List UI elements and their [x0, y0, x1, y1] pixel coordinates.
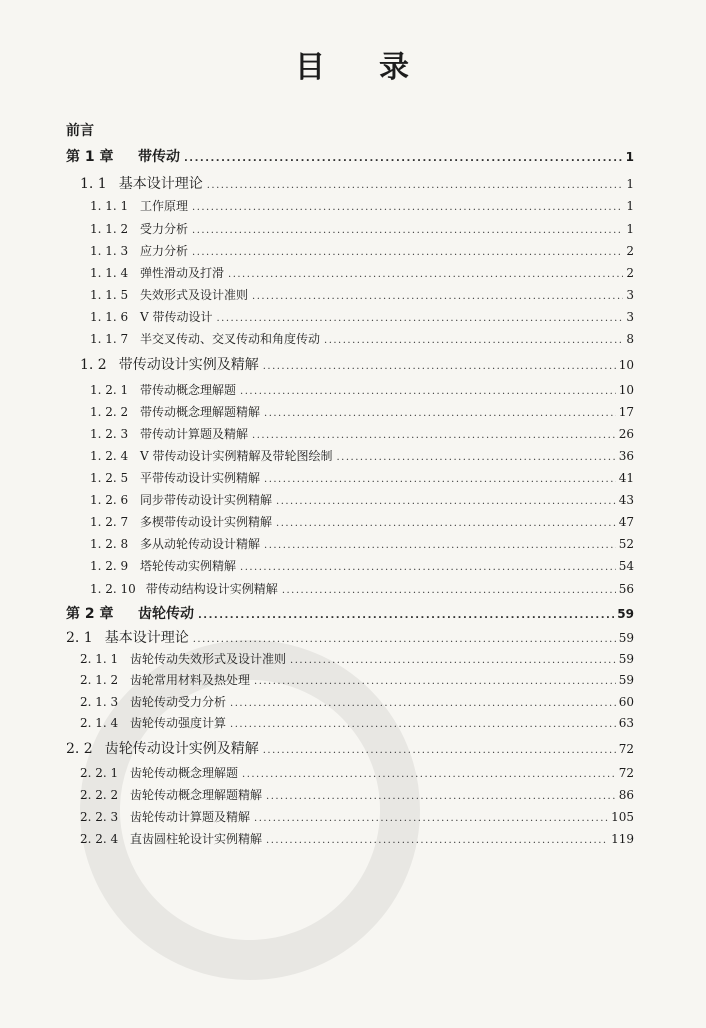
toc-entry-page: 10: [618, 383, 634, 397]
dot-leader: [264, 540, 616, 551]
toc-entry-number: 1. 2. 6: [90, 493, 129, 507]
toc-entry-page: 10: [618, 358, 634, 372]
toc-entry-page: 3: [626, 288, 634, 302]
toc-entry-title: V 带传动设计实例精解及带轮图绘制: [140, 449, 333, 463]
toc-entry[interactable]: [90, 491, 634, 508]
dot-leader: [184, 153, 623, 164]
dot-leader: [228, 269, 623, 280]
toc-entry-title: 直齿圆柱轮设计实例精解: [130, 832, 263, 846]
toc-entry-title: 多从动轮传动设计精解: [140, 537, 261, 551]
toc-entry[interactable]: [90, 381, 634, 398]
toc-entry-number: 2. 2. 1: [80, 766, 119, 780]
dot-leader: [266, 835, 608, 846]
toc-entry-title: 带传动: [138, 149, 180, 165]
toc-entry-page: 1: [625, 150, 634, 164]
toc-entry[interactable]: [90, 330, 634, 347]
toc-entry-number: 1. 2. 7: [90, 515, 129, 529]
toc-entry-title: 同步带传动设计实例精解: [140, 493, 273, 507]
toc-entry-page: 1: [626, 177, 634, 191]
dot-leader: [290, 655, 616, 666]
toc-entry-number: 2. 1. 2: [80, 673, 119, 687]
dot-leader: [324, 335, 623, 346]
toc-entry[interactable]: [90, 220, 634, 237]
toc-entry-title: 带传动概念理解题精解: [140, 405, 261, 419]
toc-entry-title: 带传动设计实例及精解: [118, 357, 259, 373]
toc-entry-page: 54: [618, 559, 634, 573]
dot-leader: [254, 676, 616, 687]
toc-entry-number: 1. 1. 2: [90, 222, 129, 236]
toc-entry-number: 1. 1. 4: [90, 266, 129, 280]
dot-leader: [242, 769, 616, 780]
toc-entry-number: 2. 2. 3: [80, 810, 119, 824]
toc-entry-title: 基本设计理论: [104, 630, 189, 646]
dot-leader: [240, 562, 616, 573]
toc-entry-title: 平带传动设计实例精解: [140, 471, 261, 485]
toc-entry-title: 半交叉传动、交叉传动和角度传动: [140, 332, 321, 346]
toc-entry-title: 齿轮传动概念理解题精解: [130, 788, 263, 802]
toc-entry[interactable]: [80, 714, 634, 731]
toc-entry-number: 2. 1: [66, 630, 93, 646]
toc-entry[interactable]: [90, 403, 634, 420]
toc-entry-number: 1. 2. 3: [90, 427, 129, 441]
dot-leader: [263, 361, 616, 372]
title-char-2: 录: [379, 50, 411, 85]
toc-entry-page: 47: [618, 515, 634, 529]
toc-entry-page: 72: [618, 766, 634, 780]
toc-entry-number: 1. 1. 3: [90, 244, 129, 258]
toc-entry-page: 59: [618, 652, 634, 666]
toc-entry[interactable]: [90, 580, 634, 597]
title-char-1: 目: [295, 50, 327, 85]
toc-entry-number: 1. 1. 5: [90, 288, 129, 302]
toc-entry-number: 2. 1. 1: [80, 652, 119, 666]
dot-leader: [193, 634, 616, 645]
toc-entry-title: 齿轮传动失效形式及设计准则: [130, 652, 287, 666]
toc-entry[interactable]: [90, 197, 634, 214]
toc-entry[interactable]: [80, 808, 634, 825]
dot-leader: [264, 408, 616, 419]
dot-leader: [198, 610, 614, 621]
toc-entry-page: 63: [618, 716, 634, 730]
dot-leader: [252, 430, 616, 441]
preface-label: 前言: [66, 123, 94, 139]
dot-leader: [254, 813, 608, 824]
toc-entry-title: 应力分析: [140, 244, 189, 258]
dot-leader: [252, 291, 623, 302]
toc-entry-number: 1. 2. 8: [90, 537, 129, 551]
toc-entry-page: 119: [611, 832, 634, 846]
toc-entry-number: 1. 2. 5: [90, 471, 129, 485]
toc-entry-title: 工作原理: [140, 199, 189, 213]
toc-entry-page: 1: [626, 222, 634, 236]
toc-entry[interactable]: [66, 146, 634, 166]
dot-leader: [207, 180, 624, 191]
toc-entry-title: 齿轮传动强度计算: [130, 716, 227, 730]
toc-entry-title: 带传动概念理解题: [140, 383, 237, 397]
dot-leader: [192, 202, 623, 213]
toc-entry-page: 43: [618, 493, 634, 507]
toc-entry-page: 8: [626, 332, 634, 346]
toc-entry-title: 齿轮传动受力分析: [130, 695, 227, 709]
toc-entry-number: 2. 1. 4: [80, 716, 119, 730]
toc-entry-title: 受力分析: [140, 222, 189, 236]
toc-entry-page: 1: [626, 199, 634, 213]
toc-entry[interactable]: [90, 242, 634, 259]
toc-entry[interactable]: [66, 627, 634, 647]
dot-leader: [336, 452, 615, 463]
toc-entry[interactable]: [80, 173, 634, 193]
toc-entry-page: 17: [618, 405, 634, 419]
toc-entry-title: 弹性滑动及打滑: [140, 266, 225, 280]
toc-entry-number: 第 2 章: [66, 606, 114, 622]
toc-entry-page: 59: [617, 607, 634, 621]
toc-entry-page: 56: [618, 582, 634, 596]
toc-entry-number: 2. 1. 3: [80, 695, 119, 709]
toc-entry[interactable]: [90, 308, 634, 325]
toc-entry[interactable]: [80, 671, 634, 688]
toc-entry-page: 59: [618, 631, 634, 645]
toc-entry-number: 1. 2. 9: [90, 559, 129, 573]
dot-leader: [192, 247, 623, 258]
toc-entry-title: 齿轮传动概念理解题: [130, 766, 239, 780]
toc-entry[interactable]: [80, 786, 634, 803]
toc-entry-page: 2: [626, 244, 634, 258]
toc-entry[interactable]: [90, 469, 634, 486]
toc-entry-page: 2: [626, 266, 634, 280]
toc-entry-title: 带传动结构设计实例精解: [145, 582, 278, 596]
toc-entry-page: 59: [618, 673, 634, 687]
toc-entry-title: 齿轮传动: [138, 606, 194, 622]
dot-leader: [276, 496, 616, 507]
toc-entry-title: 塔轮传动实例精解: [140, 559, 237, 573]
toc-entry-title: 齿轮传动计算题及精解: [130, 810, 251, 824]
toc-entry[interactable]: [90, 286, 634, 303]
toc-entry-page: 72: [618, 742, 634, 756]
toc-entry-number: 2. 2. 2: [80, 788, 119, 802]
toc-entry-title: 基本设计理论: [118, 176, 203, 192]
toc-entry-number: 1. 1. 1: [90, 199, 129, 213]
toc-entry-number: 1. 1. 6: [90, 310, 129, 324]
dot-leader: [263, 745, 616, 756]
toc-entry-page: 26: [618, 427, 634, 441]
toc-entry-number: 2. 2. 4: [80, 832, 119, 846]
toc-entry-number: 1. 1: [80, 176, 107, 192]
dot-leader: [230, 719, 616, 730]
toc-entry-number: 2. 2: [66, 741, 93, 757]
dot-leader: [216, 313, 623, 324]
dot-leader: [276, 518, 616, 529]
toc-entry-page: 105: [611, 810, 634, 824]
dot-leader: [282, 585, 616, 596]
toc-entry-number: 1. 2. 10: [90, 582, 136, 596]
dot-leader: [264, 474, 616, 485]
toc-entry-number: 第 1 章: [66, 149, 114, 165]
toc-entry[interactable]: [90, 425, 634, 442]
toc-entry[interactable]: [90, 557, 634, 574]
toc-entry-title: 失效形式及设计准则: [140, 288, 249, 302]
toc-entry[interactable]: [66, 603, 634, 623]
toc-entry-page: 86: [618, 788, 634, 802]
toc-entry-page: 60: [618, 695, 634, 709]
toc-entry-number: 1. 2: [80, 357, 107, 373]
toc-entry-page: 36: [618, 449, 634, 463]
toc-entry-title: 齿轮常用材料及热处理: [130, 673, 251, 687]
toc-entry[interactable]: [80, 764, 634, 781]
toc-entry-number: 1. 2. 2: [90, 405, 129, 419]
toc-entry[interactable]: [90, 264, 634, 281]
toc-entry-page: 3: [626, 310, 634, 324]
dot-leader: [192, 225, 623, 236]
page-title: [0, 42, 706, 86]
toc-preface[interactable]: [66, 120, 94, 140]
toc-entry[interactable]: [80, 354, 634, 374]
dot-leader: [266, 791, 616, 802]
toc-entry[interactable]: [80, 693, 634, 710]
dot-leader: [240, 386, 616, 397]
toc-entry[interactable]: [90, 535, 634, 552]
toc-entry-page: 52: [618, 537, 634, 551]
toc-entry-number: 1. 2. 1: [90, 383, 129, 397]
dot-leader: [230, 698, 616, 709]
toc-entry-title: V 带传动设计: [140, 310, 213, 324]
toc-entry[interactable]: [80, 830, 634, 847]
toc-entry-title: 带传动计算题及精解: [140, 427, 249, 441]
toc-entry-number: 1. 2. 4: [90, 449, 129, 463]
toc-entry-title: 齿轮传动设计实例及精解: [104, 741, 259, 757]
toc-entry-number: 1. 1. 7: [90, 332, 129, 346]
toc-entry-title: 多楔带传动设计实例精解: [140, 515, 273, 529]
toc-entry[interactable]: [90, 513, 634, 530]
toc-entry[interactable]: [90, 447, 634, 464]
toc-entry[interactable]: [80, 650, 634, 667]
toc-entry-page: 41: [618, 471, 634, 485]
toc-entry[interactable]: [66, 738, 634, 758]
